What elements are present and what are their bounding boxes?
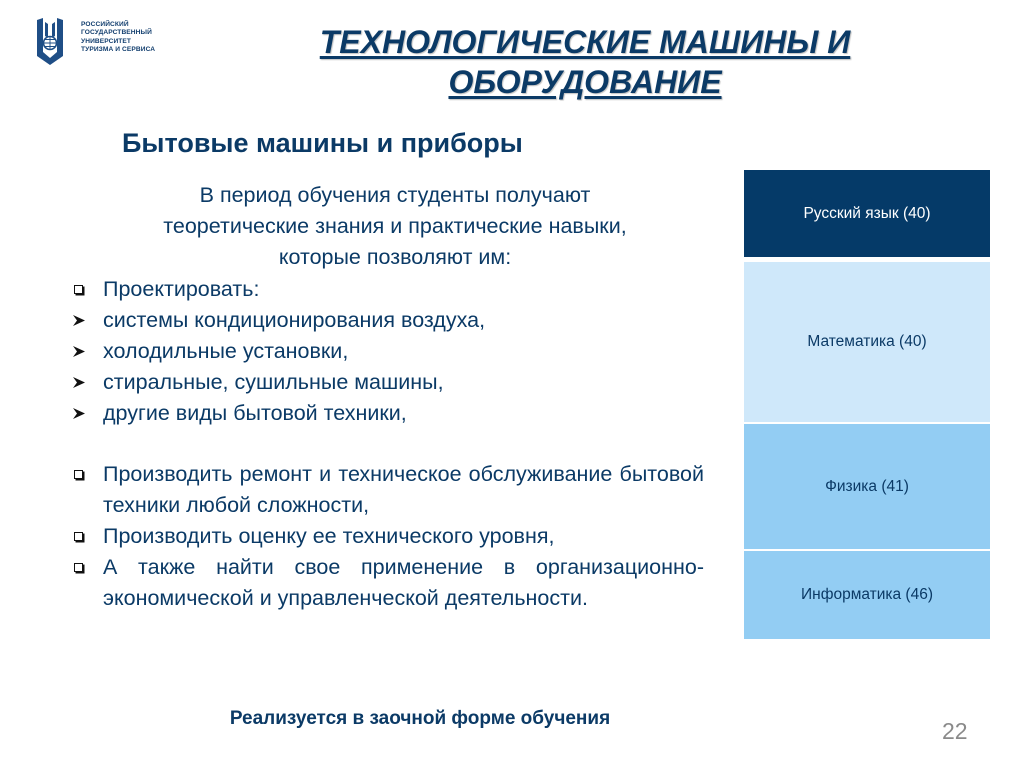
book-globe-logo-icon xyxy=(36,16,64,66)
list-item: холодильные установки, xyxy=(72,336,704,367)
page-number: 22 xyxy=(942,718,968,744)
list-item: стиральные, сушильные машины, xyxy=(72,367,704,398)
design-list xyxy=(72,274,704,429)
list-item: А также найти свое применение в организационно-экономической и управленческой деятельности. xyxy=(72,552,704,614)
square-bullet-icon xyxy=(74,532,83,541)
list-item-heading: Проектировать: xyxy=(72,274,704,305)
subject-box-russian: Русский язык (40) xyxy=(744,170,990,257)
intro-paragraph: В период обучения студенты получают теоретические знания и практические навыки, которые позволяют им: xyxy=(163,183,627,269)
slide-title xyxy=(290,22,880,102)
subject-box-informatics: Информатика (46) xyxy=(744,551,990,639)
slide-title-line-1: ТЕХНОЛОГИЧЕСКИЕ МАШИНЫ И xyxy=(319,24,851,60)
square-bullet-icon xyxy=(74,470,83,479)
list-item: Производить ремонт и техническое обслуживание бытовой техники любой сложности, xyxy=(72,459,704,521)
university-logo xyxy=(36,16,186,66)
university-name: РОССИЙСКИЙ ГОСУДАРСТВЕННЫЙ УНИВЕРСИТЕТ ТУРИЗМА И СЕРВИСА xyxy=(81,21,156,54)
square-bullet-icon xyxy=(74,285,83,294)
arrow-bullet-icon xyxy=(73,408,85,419)
list-item: Производить оценку ее технического уровня, xyxy=(72,521,704,552)
list-item: другие виды бытовой техники, xyxy=(72,398,704,429)
study-form-note: Реализуется в заочной форме обучения xyxy=(229,708,611,729)
arrow-bullet-icon xyxy=(73,346,85,357)
subject-box-math: Математика (40) xyxy=(744,262,990,422)
slide-title-line-2: ОБОРУДОВАНИЕ xyxy=(448,64,722,100)
arrow-bullet-icon xyxy=(73,377,85,388)
section-subtitle: Бытовые машины и приборы xyxy=(122,128,523,158)
abilities-list xyxy=(72,459,704,614)
arrow-bullet-icon xyxy=(73,315,85,326)
square-bullet-icon xyxy=(74,563,83,572)
subject-box-physics: Физика (41) xyxy=(744,424,990,549)
list-item: системы кондиционирования воздуха, xyxy=(72,305,704,336)
